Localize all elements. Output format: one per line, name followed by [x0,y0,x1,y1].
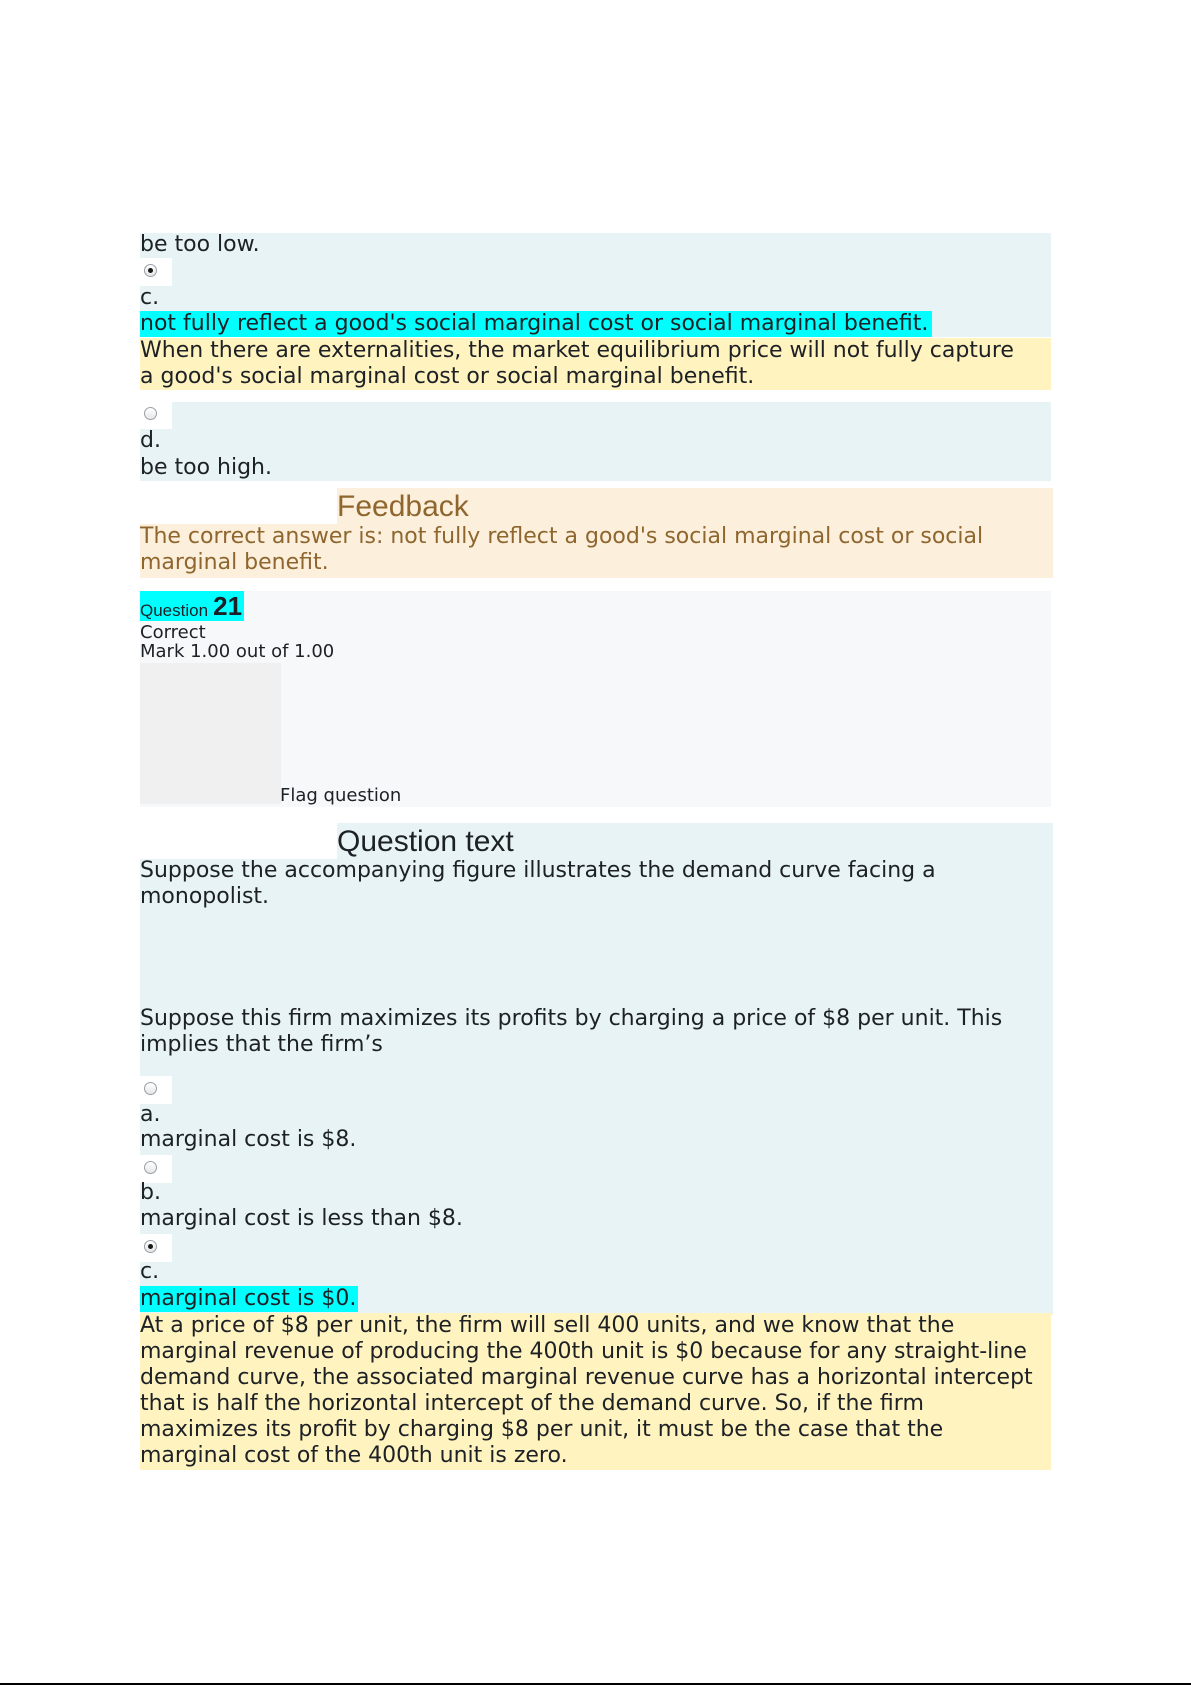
radio-selected-dot-icon [148,268,153,273]
feedback-line: When there are externalities, the market equilibrium price will not fully capture [140,338,1014,363]
option-d-radio[interactable] [140,401,172,429]
radio-circle-icon [144,264,157,277]
option-a-radio[interactable] [140,1076,172,1104]
question-mark: Mark 1.00 out of 1.00 [140,641,335,662]
question-prompt-line: implies that the firm’s [140,1032,383,1057]
feedback-box [140,488,1053,578]
correct-answer-line: The correct answer is: not fully reflect a good's social marginal cost or social [140,524,984,549]
answer-option-d-block [140,402,1051,481]
radio-circle-icon [144,407,157,420]
option-b-radio[interactable] [140,1155,172,1183]
option-c-radio[interactable] [140,258,172,286]
option-c-text: marginal cost is $0. [140,1286,357,1311]
option-a-letter: a. [140,1102,161,1127]
explanation-line: marginal revenue of producing the 400th unit is $0 because for any straight-line [140,1339,1027,1364]
option-b-text: be too low. [140,232,260,257]
question-text-heading: Question text [337,825,514,858]
option-b-letter: b. [140,1180,161,1205]
feedback-line: a good's social marginal cost or social marginal benefit. [140,364,755,389]
feedback-heading: Feedback [337,490,469,523]
option-d-text: be too high. [140,455,272,480]
option-c-specific-feedback [140,1313,1051,1470]
option-c-letter: c. [140,285,160,310]
radio-selected-dot-icon [148,1244,153,1249]
question-number: 21 [213,591,243,621]
option-c-radio[interactable] [140,1234,172,1262]
explanation-line: demand curve, the associated marginal revenue curve has a horizontal intercept [140,1365,1033,1390]
radio-circle-icon [144,1161,157,1174]
question-intro-line: monopolist. [140,884,270,909]
question-intro-line: Suppose the accompanying figure illustrates the demand curve facing a [140,858,936,883]
explanation-line: maximizes its profit by charging $8 per unit, it must be the case that the [140,1417,944,1442]
question-number-badge [140,591,244,621]
option-a-text: marginal cost is $8. [140,1127,357,1152]
question-state: Correct [140,622,206,643]
option-d-letter: d. [140,428,161,453]
option-c-letter: c. [140,1259,160,1284]
option-b-text: marginal cost is less than $8. [140,1206,463,1231]
radio-circle-icon [144,1082,157,1095]
explanation-line: that is half the horizontal intercept of the demand curve. So, if the firm [140,1391,924,1416]
flag-icon[interactable] [140,663,281,804]
option-c-specific-feedback [140,338,1051,390]
explanation-line: At a price of $8 per unit, the firm will sell 400 units, and we know that the [140,1313,955,1338]
flag-question-link[interactable]: Flag question [280,785,402,806]
explanation-line: marginal cost of the 400th unit is zero. [140,1443,568,1468]
correct-answer-line: marginal benefit. [140,550,329,575]
radio-circle-icon [144,1240,157,1253]
question-prompt-line: Suppose this firm maximizes its profits by charging a price of $8 per unit. This [140,1006,1003,1031]
option-c-text: not fully reflect a good's social marginal cost or social marginal benefit. [140,311,932,337]
question-label: Question [140,601,209,620]
